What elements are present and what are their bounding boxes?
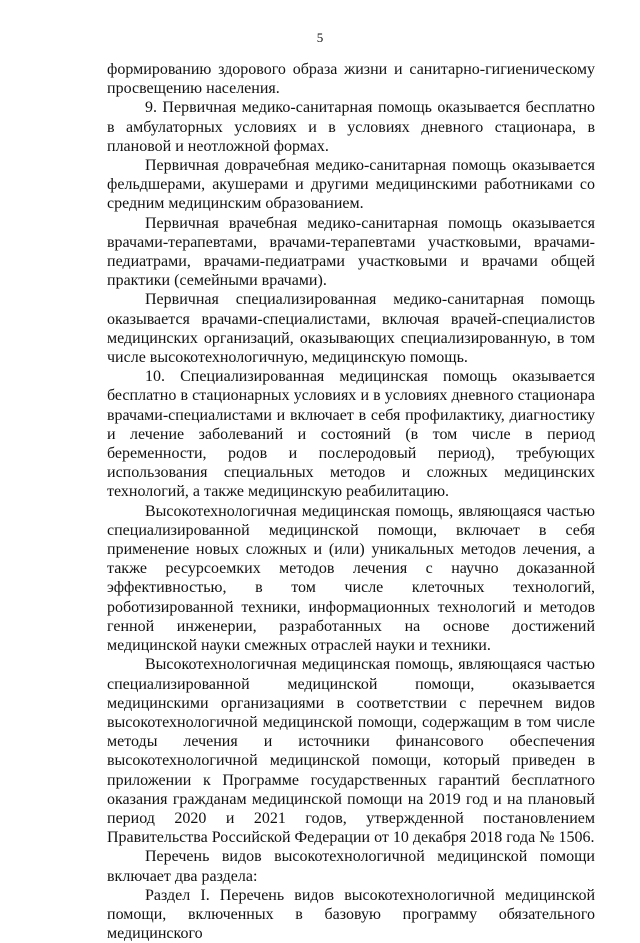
paragraph: 10. Специализированная медицинская помощь оказывается бесплатно в стационарных условиях и в условиях дневного стационара врачами-специалистами и включает в себя профилактику, диагностику и лечение заболеваний и состояний (в том числе в период беременности, родов и послеродовый период), требующих использования специальных методов и сложных медицинских технологий, а также медицинскую реабилитацию. [107,368,595,501]
paragraph: 9. Первичная медико-санитарная помощь оказывается бесплатно в амбулаторных условиях и в условиях дневного стационара, в плановой и неотложной формах. [107,99,595,155]
paragraph: формированию здорового образа жизни и санитарно-гигиеническому просвещению населения. [107,61,595,98]
paragraph: Первичная врачебная медико-санитарная помощь оказывается врачами-терапевтами, врачами-терапевтами участковыми, врачами-педиатрами, врачами-педиатрами участковыми и врачами общей практики (семейными врачами). [107,214,595,290]
body-text [107,60,595,943]
paragraph: Раздел I. Перечень видов высокотехнологичной медицинской помощи, включенных в базовую программу обязательного медицинского [107,886,595,943]
paragraph: Первичная доврачебная медико-санитарная помощь оказывается фельдшерами, акушерами и другими медицинскими работниками со средним медицинским образованием. [107,157,595,213]
paragraph: Перечень видов высокотехнологичной медицинской помощи включает два раздела: [107,848,595,885]
paragraph: Первичная специализированная медико-санитарная помощь оказывается врачами-специалистами, включая врачей-специалистов медицинских организаций, оказывающих специализированную, в том числе высокотехнологичную, медицинскую помощь. [107,291,595,367]
page-number: 5 [316,30,324,45]
paragraph: Высокотехнологичная медицинская помощь, являющаяся частью специализированной медицинской помощи, включает в себя применение новых сложных и (или) уникальных методов лечения, а также ресурсоемких методов лечения с научно доказанной эффективностью, в том числе клеточных технологий, роботизированной техники, информационных технологий и методов генной инженерии, разработанных на основе достижений медицинской науки смежных отраслей науки и техники. [107,502,595,655]
paragraph: Высокотехнологичная медицинская помощь, являющаяся частью специализированной медицинской помощи, оказывается медицинскими организациями в соответствии с перечнем видов высокотехнологичной медицинской помощи, содержащим в том числе методы лечения и источники финансового обеспечения высокотехнологичной медицинской помощи, который приведен в приложении к Программе государственных гарантий бесплатного оказания гражданам медицинской помощи на 2019 год и на плановый период 2020 и 2021 годов, утвержденной постановлением Правительства Российской Федерации от 10 декабря 2018 года № 1506. [107,656,595,847]
